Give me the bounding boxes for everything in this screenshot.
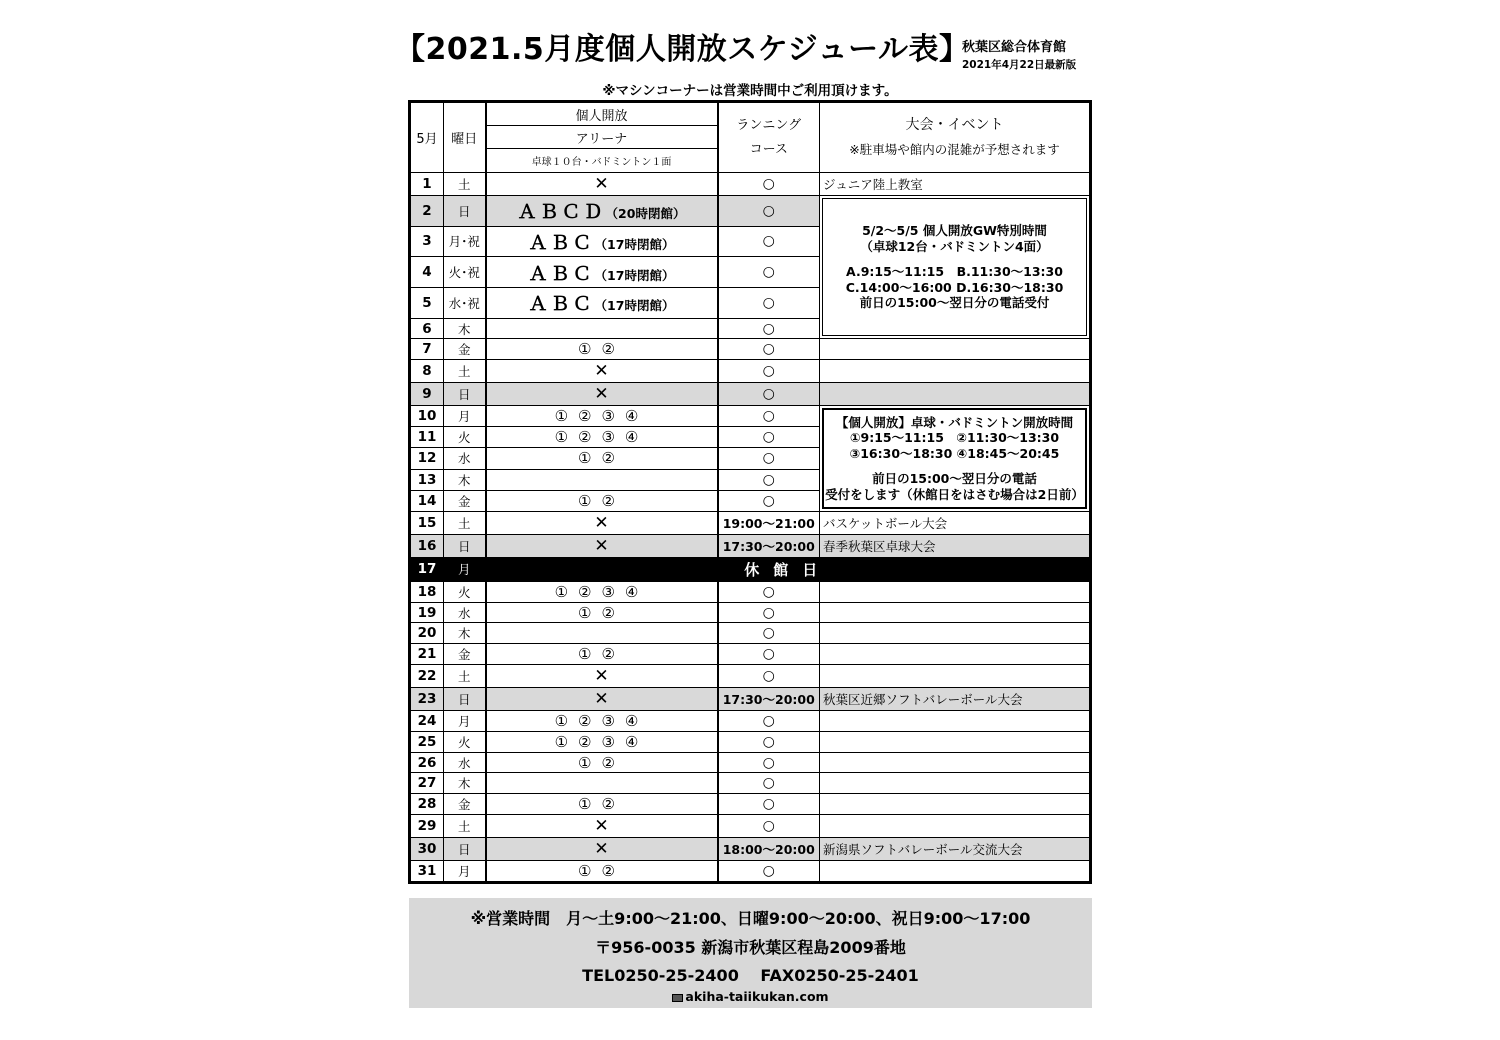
weekday: 木 (444, 623, 486, 644)
table-row (411, 731, 1090, 752)
day-number: 23 (411, 688, 444, 711)
table-row (411, 581, 1090, 602)
weekday: 火･祝 (444, 257, 486, 288)
arena-slots: ＡＢＣ（17時閉館） (486, 287, 718, 318)
arena-capacity-header: 卓球１０台・バドミントン１面 (486, 149, 718, 173)
day-number: 22 (411, 665, 444, 688)
day-number: 19 (411, 602, 444, 623)
table-row (411, 773, 1090, 794)
weekday: 金 (444, 644, 486, 665)
day-number: 13 (411, 469, 444, 490)
edition-date: 2021年4月22日最新版 (962, 59, 1077, 71)
event-cell (820, 711, 1090, 732)
running-course: 17:30～20:00 (718, 688, 820, 711)
day-number: 25 (411, 731, 444, 752)
running-course: ○ (718, 195, 820, 226)
events-header: 大会・イベント ※駐車場や館内の混雑が予想されます (820, 103, 1090, 173)
table-row (411, 557, 1090, 581)
weekday-header: 曜日 (444, 103, 486, 173)
arena-slots: ＡＢＣ（17時閉館） (486, 226, 718, 257)
event-cell: 春季秋葉区卓球大会 (820, 534, 1090, 557)
running-course: ○ (718, 406, 820, 427)
arena-slots (486, 623, 718, 644)
event-cell (820, 339, 1090, 360)
weekday: 火 (444, 731, 486, 752)
table-row (411, 173, 1090, 196)
table-row (411, 339, 1090, 360)
day-number: 17 (411, 557, 444, 581)
weekday: 月 (444, 860, 486, 881)
event-cell (820, 602, 1090, 623)
running-course: 18:00～20:00 (718, 837, 820, 860)
running-course: ○ (718, 581, 820, 602)
arena-slots: ①② (486, 794, 718, 815)
arena-slots: ✕ (486, 173, 718, 196)
table-row (411, 360, 1090, 383)
arena-slots: ✕ (486, 360, 718, 383)
running-course: 19:00～21:00 (718, 511, 820, 534)
weekday: 木 (444, 469, 486, 490)
running-course: 17:30～20:00 (718, 534, 820, 557)
day-number: 28 (411, 794, 444, 815)
table-row (411, 837, 1090, 860)
schedule-table (408, 100, 1092, 884)
day-number: 26 (411, 752, 444, 773)
running-course: ○ (718, 731, 820, 752)
running-course: ○ (718, 794, 820, 815)
day-number: 8 (411, 360, 444, 383)
weekday: 日 (444, 534, 486, 557)
running-course: ○ (718, 173, 820, 196)
running-course: ○ (718, 815, 820, 838)
event-cell (820, 665, 1090, 688)
arena-slots: ①② (486, 448, 718, 469)
arena-slots: ✕ (486, 815, 718, 838)
table-row (411, 195, 1090, 226)
arena-slots: ✕ (486, 511, 718, 534)
weekday: 火 (444, 581, 486, 602)
day-number: 29 (411, 815, 444, 838)
table-row (411, 644, 1090, 665)
day-number: 21 (411, 644, 444, 665)
weekday: 月 (444, 557, 486, 581)
weekday: 日 (444, 195, 486, 226)
day-number: 11 (411, 427, 444, 448)
day-number: 15 (411, 511, 444, 534)
arena-slots: ①② (486, 752, 718, 773)
computer-icon (672, 994, 683, 1002)
day-number: 31 (411, 860, 444, 881)
day-number: 2 (411, 195, 444, 226)
event-cell (820, 644, 1090, 665)
day-number: 16 (411, 534, 444, 557)
weekday: 土 (444, 815, 486, 838)
event-cell (820, 752, 1090, 773)
table-row (411, 794, 1090, 815)
day-number: 24 (411, 711, 444, 732)
running-course: ○ (718, 287, 820, 318)
arena-slots: ✕ (486, 665, 718, 688)
running-course: ○ (718, 602, 820, 623)
event-cell (820, 360, 1090, 383)
weekday: 金 (444, 794, 486, 815)
weekday: 土 (444, 173, 486, 196)
arena-slots: ＡＢＣ（17時閉館） (486, 257, 718, 288)
arena-slots (486, 773, 718, 794)
arena-slots (486, 469, 718, 490)
event-cell: ジュニア陸上教室 (820, 173, 1090, 196)
day-number: 30 (411, 837, 444, 860)
arena-slots: ①②③④ (486, 711, 718, 732)
address: 〒956-0035 新潟市秋葉区程島2009番地 (595, 938, 906, 957)
weekday: 火 (444, 427, 486, 448)
running-course: ○ (718, 427, 820, 448)
closed-day-label: 休館日 (486, 557, 1090, 581)
day-number: 6 (411, 318, 444, 339)
arena-slots: ✕ (486, 534, 718, 557)
event-cell (820, 773, 1090, 794)
arena-slots: ✕ (486, 383, 718, 406)
organization-name: 秋葉区総合体育館 (962, 40, 1067, 55)
running-course: ○ (718, 860, 820, 881)
event-cell (820, 581, 1090, 602)
running-course: ○ (718, 226, 820, 257)
event-cell (820, 383, 1090, 406)
table-row (411, 602, 1090, 623)
weekday: 日 (444, 383, 486, 406)
gw-hours-box: 5/2～5/5 個人開放GW特別時間 （卓球12台・バドミントン4面） A.9:15～11:15 B.11:30～13:30 C.14:00～16:00 D.16:30～18:30 前日の15:00～翌日分の電話受付 (820, 195, 1090, 338)
open-header: 個人開放 (486, 103, 718, 126)
running-course: ○ (718, 711, 820, 732)
table-row (411, 860, 1090, 881)
running-course: ○ (718, 490, 820, 511)
arena-slots (486, 318, 718, 339)
event-cell: 秋葉区近郷ソフトバレーボール大会 (820, 688, 1090, 711)
table-row (411, 534, 1090, 557)
machine-corner-notice: ※マシンコーナーは営業時間中ご利用頂けます。 (602, 83, 898, 99)
arena-slots: ①② (486, 602, 718, 623)
event-cell (820, 815, 1090, 838)
running-course: ○ (718, 383, 820, 406)
table-row (411, 623, 1090, 644)
table-row (411, 383, 1090, 406)
weekday: 月 (444, 711, 486, 732)
day-number: 18 (411, 581, 444, 602)
day-number: 27 (411, 773, 444, 794)
running-course: ○ (718, 448, 820, 469)
weekday: 月･祝 (444, 226, 486, 257)
arena-header: アリーナ (486, 126, 718, 149)
table-row (411, 815, 1090, 838)
running-course: ○ (718, 318, 820, 339)
running-course: ○ (718, 360, 820, 383)
arena-slots: ①②③④ (486, 731, 718, 752)
weekday: 水 (444, 602, 486, 623)
running-course: ○ (718, 773, 820, 794)
day-number: 5 (411, 287, 444, 318)
arena-slots: ①②③④ (486, 427, 718, 448)
running-course: ○ (718, 665, 820, 688)
day-number: 4 (411, 257, 444, 288)
day-number: 7 (411, 339, 444, 360)
arena-slots: ＡＢＣＤ（20時閉館） (486, 195, 718, 226)
footer-info (409, 898, 1092, 1008)
running-course: ○ (718, 623, 820, 644)
arena-slots: ①②③④ (486, 406, 718, 427)
table-row (411, 665, 1090, 688)
running-course: ○ (718, 469, 820, 490)
website[interactable]: akiha-taiikukan.com (409, 989, 1092, 1004)
weekday: 木 (444, 773, 486, 794)
weekday: 水･祝 (444, 287, 486, 318)
business-hours: ※営業時間 月～土9:00～21:00、日曜9:00～20:00、祝日9:00～17:00 (470, 909, 1031, 928)
page-title: 【2021.5月度個人開放スケジュール表】 (395, 32, 970, 67)
day-number: 3 (411, 226, 444, 257)
running-course: ○ (718, 644, 820, 665)
running-header: ランニング コース (718, 103, 820, 173)
table-row (411, 711, 1090, 732)
day-number: 10 (411, 406, 444, 427)
event-cell: 新潟県ソフトバレーボール交流大会 (820, 837, 1090, 860)
day-number: 14 (411, 490, 444, 511)
day-number: 20 (411, 623, 444, 644)
table-row (411, 406, 1090, 427)
event-cell (820, 860, 1090, 881)
arena-slots: ✕ (486, 688, 718, 711)
day-number: 1 (411, 173, 444, 196)
arena-slots: ①② (486, 339, 718, 360)
arena-slots: ✕ (486, 837, 718, 860)
weekday: 月 (444, 406, 486, 427)
table-row (411, 688, 1090, 711)
weekday: 土 (444, 665, 486, 688)
running-course: ○ (718, 752, 820, 773)
regular-hours-box: 【個人開放】卓球・バドミントン開放時間 ①9:15～11:15 ②11:30～13:30 ③16:30～18:30 ④18:45～20:45 前日の15:00～翌日分の電話 受付をします（休館日をはさむ場合は2日前） (820, 406, 1090, 512)
weekday: 土 (444, 511, 486, 534)
weekday: 土 (444, 360, 486, 383)
table-row (411, 511, 1090, 534)
month-header: 5月 (411, 103, 444, 173)
event-cell: バスケットボール大会 (820, 511, 1090, 534)
tel-fax: TEL0250-25-2400 FAX0250-25-2401 (582, 966, 919, 985)
weekday: 木 (444, 318, 486, 339)
weekday: 水 (444, 752, 486, 773)
weekday: 金 (444, 339, 486, 360)
day-number: 12 (411, 448, 444, 469)
weekday: 日 (444, 837, 486, 860)
weekday: 金 (444, 490, 486, 511)
day-number: 9 (411, 383, 444, 406)
arena-slots: ①②③④ (486, 581, 718, 602)
weekday: 水 (444, 448, 486, 469)
event-cell (820, 731, 1090, 752)
arena-slots: ①② (486, 644, 718, 665)
event-cell (820, 794, 1090, 815)
weekday: 日 (444, 688, 486, 711)
event-cell (820, 623, 1090, 644)
running-course: ○ (718, 257, 820, 288)
table-row (411, 752, 1090, 773)
running-course: ○ (718, 339, 820, 360)
arena-slots: ①② (486, 860, 718, 881)
arena-slots: ①② (486, 490, 718, 511)
